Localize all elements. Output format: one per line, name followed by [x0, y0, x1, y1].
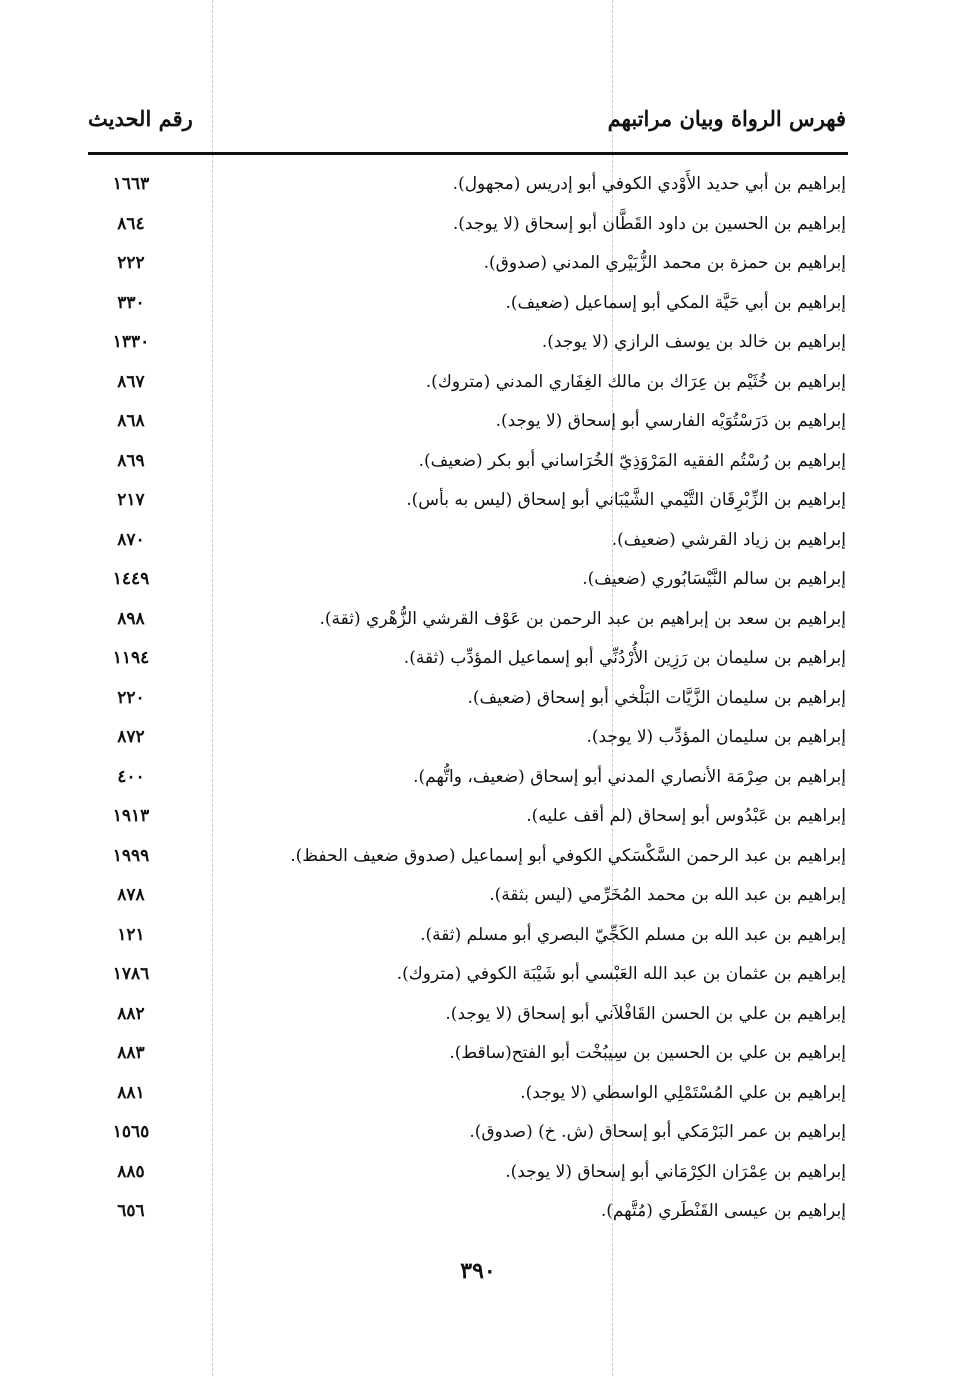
list-item — [96, 1158, 850, 1198]
hadith-number: ١٧٨٦ — [112, 964, 150, 984]
narrator-name: إبراهيم بن زياد القرشي (ضعيف). — [611, 529, 846, 550]
narrator-name: إبراهيم بن رُسْتُم الفقيه المَرْوَذِيّ الخُرَاساني أبو بكر (ضعيف). — [418, 450, 846, 471]
narrator-name: إبراهيم بن علي المُسْتَمْلِي الواسطي (لا يوجد). — [520, 1082, 846, 1103]
header-rule — [88, 152, 848, 155]
page-number: ٣٩٠ — [460, 1258, 496, 1284]
hadith-number: ٨٦٨ — [117, 411, 145, 431]
hadith-number: ٢١٧ — [117, 490, 145, 510]
hadith-number: ١١٩٤ — [112, 648, 150, 668]
list-item — [96, 881, 850, 921]
narrator-name: إبراهيم بن عَبْدُوس أبو إسحاق (لم أقف عليه). — [526, 806, 846, 826]
page-header — [88, 106, 846, 146]
narrator-name: إبراهيم بن سليمان بن رَزِين الأُرْدُنِّي أبو إسماعيل المؤدِّب (ثقة). — [403, 648, 846, 668]
list-item — [96, 605, 850, 645]
narrator-name: إبراهيم بن عبد الله بن مسلم الكَجِّيّ البصري أبو مسلم (ثقة). — [420, 924, 846, 945]
hadith-number: ٢٢٢ — [117, 253, 145, 273]
narrator-name: إبراهيم بن سالم النَّيْسَابُوري (ضعيف). — [582, 569, 846, 589]
hadith-number: ١٩١٣ — [112, 806, 150, 826]
list-item — [96, 1000, 850, 1040]
narrator-index-list — [96, 170, 850, 1237]
narrator-name: إبراهيم بن خُثَيْم بن عِرَاك بن مالك الغِفَاري المدني (متروك). — [425, 371, 846, 392]
list-item — [96, 407, 850, 447]
narrator-name: إبراهيم بن عمر البَرْمَكي أبو إسحاق (ش. خ) (صدوق). — [469, 1122, 846, 1142]
hadith-number: ٨٦٩ — [117, 450, 145, 471]
narrator-name: إبراهيم بن دَرَسْتُوَيْه الفارسي أبو إسحاق (لا يوجد). — [495, 411, 846, 431]
hadith-number: ٨٩٨ — [117, 608, 145, 629]
narrator-name: إبراهيم بن علي بن الحسن القَافْلاَني أبو إسحاق (لا يوجد). — [445, 1003, 846, 1024]
list-item — [96, 1118, 850, 1158]
list-item — [96, 921, 850, 961]
hadith-number: ١٥٦٥ — [112, 1122, 150, 1142]
narrator-name: إبراهيم بن خالد بن يوسف الرازي (لا يوجد). — [541, 332, 846, 352]
narrator-name: إبراهيم بن الحسين بن داود القَطَّان أبو إسحاق (لا يوجد). — [452, 213, 846, 234]
list-item — [96, 1197, 850, 1237]
running-title: فهرس الرواة وبيان مراتبهم — [607, 106, 846, 131]
narrator-name: إبراهيم بن عثمان بن عبد الله العَبْسي أبو شَيْبَة الكوفي (متروك). — [396, 964, 846, 984]
hadith-number: ٤٠٠ — [117, 766, 145, 787]
hadith-number: ٨٨٣ — [117, 1043, 145, 1063]
list-item — [96, 170, 850, 210]
hadith-number: ٣٣٠ — [117, 292, 145, 313]
narrator-name: إبراهيم بن الزِّبْرِقَان التَّيْمي الشَّيْبَاني أبو إسحاق (ليس به بأس). — [406, 490, 846, 510]
narrator-name: إبراهيم بن صِرْمَة الأنصاري المدني أبو إسحاق (ضعيف، واتُّهم). — [413, 766, 846, 787]
hadith-number: ١٤٤٩ — [112, 569, 150, 589]
hadith-number: ٨٧٨ — [117, 885, 145, 905]
narrator-name: إبراهيم بن عبد الرحمن السَّكْسَكي الكوفي أبو إسماعيل (صدوق ضعيف الحفظ). — [290, 845, 846, 866]
list-item — [96, 249, 850, 289]
narrator-name: إبراهيم بن سعد بن إبراهيم بن عبد الرحمن بن عَوْف القرشي الزُّهْري (ثقة). — [319, 608, 846, 629]
list-item — [96, 368, 850, 408]
narrator-name: إبراهيم بن عِمْرَان الكِرْمَاني أبو إسحاق (لا يوجد). — [505, 1161, 846, 1182]
narrator-name: إبراهيم بن سليمان المؤدِّب (لا يوجد). — [586, 727, 846, 747]
narrator-name: إبراهيم بن سليمان الزَّيَّات البَلْخي أبو إسحاق (ضعيف). — [467, 687, 846, 708]
hadith-number: ٦٥٦ — [117, 1201, 145, 1221]
list-item — [96, 684, 850, 724]
hadith-number: ٨٨٥ — [117, 1161, 145, 1182]
narrator-name: إبراهيم بن عبد الله بن محمد المُخَرِّمي (ليس بثقة). — [489, 885, 846, 905]
narrator-name: إبراهيم بن حمزة بن محمد الزُّبَيْري المدني (صدوق). — [483, 253, 846, 273]
list-item — [96, 1079, 850, 1119]
list-item — [96, 644, 850, 684]
hadith-number-column-label: رقم الحديث — [88, 106, 193, 131]
list-item — [96, 960, 850, 1000]
list-item — [96, 565, 850, 605]
hadith-number: ٨٦٧ — [117, 371, 145, 392]
list-item — [96, 486, 850, 526]
list-item — [96, 526, 850, 566]
list-item — [96, 328, 850, 368]
hadith-number: ١٣٣٠ — [112, 332, 150, 352]
narrator-name: إبراهيم بن علي بن الحسين بن سِيبُخْت أبو الفتح(ساقط). — [449, 1043, 846, 1063]
hadith-number: ٨٧٢ — [117, 727, 145, 747]
list-item — [96, 447, 850, 487]
hadith-number: ١٢١ — [117, 924, 145, 945]
hadith-number: ٨٧٠ — [117, 529, 145, 550]
list-item — [96, 723, 850, 763]
narrator-name: إبراهيم بن عيسى القَنْطَري (مُتَّهم). — [600, 1201, 846, 1221]
list-item — [96, 289, 850, 329]
list-item — [96, 802, 850, 842]
list-item — [96, 1039, 850, 1079]
list-item — [96, 842, 850, 882]
hadith-number: ٨٨٢ — [117, 1003, 145, 1024]
narrator-name: إبراهيم بن أبي حَيَّة المكي أبو إسماعيل (ضعيف). — [505, 292, 846, 313]
hadith-number: ٨٦٤ — [117, 213, 145, 234]
hadith-number: ١٦٦٣ — [112, 174, 150, 194]
list-item — [96, 210, 850, 250]
hadith-number: ٢٢٠ — [117, 687, 145, 708]
list-item — [96, 763, 850, 803]
hadith-number: ١٩٩٩ — [112, 845, 150, 866]
hadith-number: ٨٨١ — [117, 1082, 145, 1103]
narrator-name: إبراهيم بن أبي حديد الأَوْدي الكوفي أبو إدريس (مجهول). — [452, 174, 846, 194]
